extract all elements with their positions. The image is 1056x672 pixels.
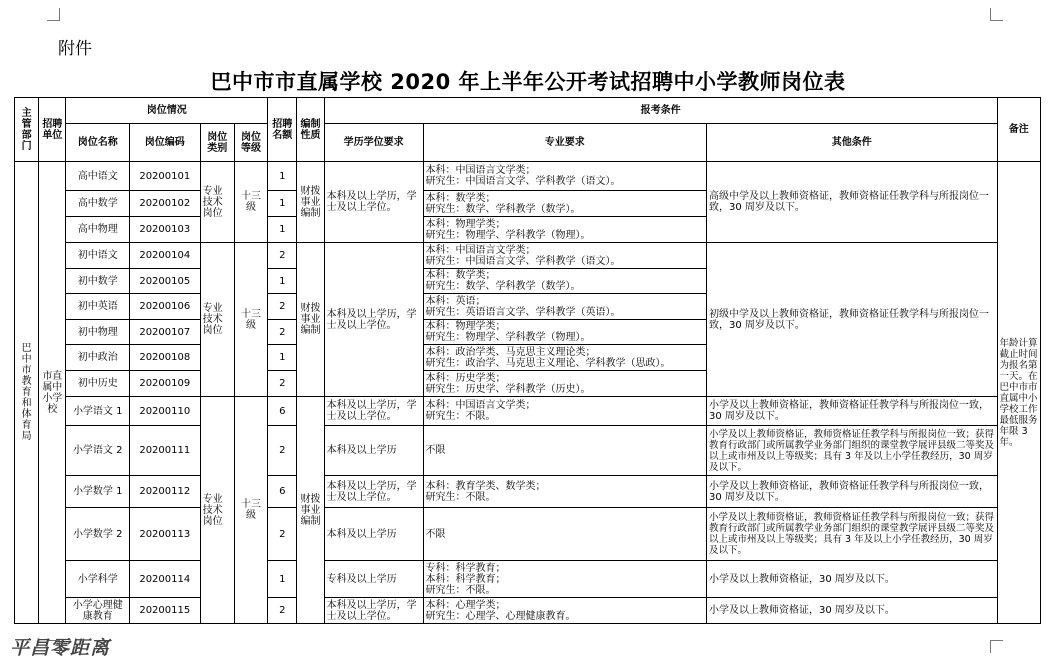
major-requirement: 本科：中国语言文学类； 研究生：中国语言文学、学科教学（语文）。 <box>423 243 706 269</box>
major-requirement: 专科：科学教育； 本科：科学教育； 研究生：不限。 <box>423 561 706 598</box>
edu-requirement: 本科及以上学历，学士及以上学位。 <box>324 162 423 243</box>
post-code: 20200107 <box>129 320 200 345</box>
post-code: 20200103 <box>129 217 200 243</box>
post-name: 小学数学 2 <box>66 508 130 561</box>
other-conditions: 小学及以上教师资格证，教师资格证任教学科与所报岗位一致，30 周岁及以下。 <box>707 476 998 508</box>
table-row <box>15 598 1041 624</box>
post-count: 1 <box>268 191 297 217</box>
post-name: 高中语文 <box>66 162 130 191</box>
remark-text: 年龄计算截止时间为报名第一天。在巴中市市直属中小学校工作最低服务年限 3 年。 <box>997 162 1040 624</box>
post-name: 高中数学 <box>66 191 130 217</box>
post-name: 高中物理 <box>66 217 130 243</box>
major-requirement: 本科：物理学类； 研究生：物理学、学科教学（物理）。 <box>423 217 706 243</box>
post-level: 十三级 <box>234 162 267 243</box>
edu-requirement: 本科及以上学历 <box>324 426 423 476</box>
header-unit: 招聘单位 <box>39 98 66 162</box>
header-post-code: 岗位编码 <box>129 124 200 162</box>
edu-requirement: 本科及以上学历，学士及以上学位。 <box>324 397 423 426</box>
major-requirement: 本科：政治学类、马克思主义理论类； 研究生：政治学、马克思主义理论、学科教学（思政）。 <box>423 345 706 371</box>
major-requirement: 本科：历史学类； 研究生：历史学、学科教学（历史）。 <box>423 371 706 397</box>
major-requirement: 本科：物理学类； 研究生：物理学、学科教学（物理）。 <box>423 320 706 345</box>
post-count: 2 <box>268 598 297 624</box>
recruitment-table <box>14 97 1041 624</box>
header-row-2 <box>15 124 1041 162</box>
major-requirement: 本科：中国语言文学类； 研究生：中国语言文学、学科教学（语文）。 <box>423 162 706 191</box>
post-name: 小学科学 <box>66 561 130 598</box>
other-conditions: 高级中学及以上教师资格证，教师资格证任教学科与所报岗位一致，30 周岁及以下。 <box>707 162 998 243</box>
post-name: 小学语文 2 <box>66 426 130 476</box>
post-count: 2 <box>268 320 297 345</box>
post-code: 20200105 <box>129 269 200 294</box>
post-type: 专业技术岗位 <box>200 243 234 397</box>
post-count: 1 <box>268 345 297 371</box>
post-level: 十三级 <box>234 397 267 624</box>
major-requirement: 不限 <box>423 426 706 476</box>
header-post-type: 岗位类别 <box>200 124 234 162</box>
post-code: 20200102 <box>129 191 200 217</box>
post-count: 6 <box>268 397 297 426</box>
header-remark: 备注 <box>997 98 1040 162</box>
post-count: 6 <box>268 476 297 508</box>
edu-requirement: 本科及以上学历，学士及以上学位。 <box>324 476 423 508</box>
post-count: 1 <box>268 269 297 294</box>
header-conditions: 报考条件 <box>324 98 997 124</box>
major-requirement: 本科：英语； 研究生：英语语言文学、学科教学（英语）。 <box>423 294 706 320</box>
post-count: 2 <box>268 243 297 269</box>
table-row <box>15 162 1041 191</box>
header-major: 专业要求 <box>423 124 706 162</box>
post-count: 2 <box>268 294 297 320</box>
post-count: 1 <box>268 561 297 598</box>
other-conditions: 小学及以上教师资格证，30 周岁及以下。 <box>707 561 998 598</box>
post-count: 2 <box>268 426 297 476</box>
edu-requirement: 本科及以上学历，学士及以上学位。 <box>324 598 423 624</box>
table-row <box>15 426 1041 476</box>
post-count: 2 <box>268 371 297 397</box>
header-post-info: 岗位情况 <box>66 98 268 124</box>
post-level: 十三级 <box>234 243 267 397</box>
other-conditions: 小学及以上教师资格证，教师资格证任教学科与所报岗位一致；获得教育行政部门或所属教学业务部门组织的课堂教学展评县级二等奖及以上或市州及以上等级奖；具有 3 年及以上小学任教经历，30 周岁及以下。 <box>707 426 998 476</box>
header-count: 招聘名额 <box>268 98 297 162</box>
major-requirement: 本科：中国语言文学类； 研究生：不限。 <box>423 397 706 426</box>
post-count: 1 <box>268 217 297 243</box>
other-conditions: 小学及以上教师资格证，30 周岁及以下。 <box>707 598 998 624</box>
edu-requirement: 本科及以上学历，学士及以上学位。 <box>324 243 423 397</box>
post-code: 20200106 <box>129 294 200 320</box>
major-requirement: 不限 <box>423 508 706 561</box>
header-post-name: 岗位名称 <box>66 124 130 162</box>
table-row <box>15 476 1041 508</box>
post-nature: 财拨事业编制 <box>297 397 324 624</box>
table-row <box>15 243 1041 269</box>
post-name: 初中语文 <box>66 243 130 269</box>
major-requirement: 本科：心理学类； 研究生：心理学、心理健康教育。 <box>423 598 706 624</box>
post-code: 20200109 <box>129 371 200 397</box>
post-code: 20200110 <box>129 397 200 426</box>
header-post-level: 岗位等级 <box>234 124 267 162</box>
post-name: 小学数学 1 <box>66 476 130 508</box>
document-title: 巴中市市直属学校 2020 年上半年公开考试招聘中小学教师岗位表 <box>210 70 846 94</box>
unit-name: 市直属中小学校 <box>39 162 66 624</box>
edu-requirement: 本科及以上学历 <box>324 508 423 561</box>
other-conditions: 小学及以上教师资格证，教师资格证任教学科与所报岗位一致；获得教育行政部门或所属教学业务部门组织的课堂教学展评县级二等奖及以上或市州及以上等级奖；具有 3 年及以上小学任教经历，30 周岁及以下。 <box>707 508 998 561</box>
post-code: 20200113 <box>129 508 200 561</box>
other-conditions: 小学及以上教师资格证，教师资格证任教学科与所报岗位一致，30 周岁及以下。 <box>707 397 998 426</box>
post-count: 2 <box>268 508 297 561</box>
table-row <box>15 508 1041 561</box>
post-name: 小学语文 1 <box>66 397 130 426</box>
post-code: 20200101 <box>129 162 200 191</box>
post-count: 1 <box>268 162 297 191</box>
dept-name: 巴中市教育和体育局 <box>15 162 39 624</box>
major-requirement: 本科：数学类； 研究生：数学、学科教学（数学）。 <box>423 269 706 294</box>
edu-requirement: 专科及以上学历 <box>324 561 423 598</box>
post-name: 初中英语 <box>66 294 130 320</box>
watermark-text: 平昌零距离 <box>10 637 111 659</box>
post-code: 20200108 <box>129 345 200 371</box>
post-code: 20200115 <box>129 598 200 624</box>
post-code: 20200112 <box>129 476 200 508</box>
major-requirement: 本科：教育学类、数学类； 研究生：不限。 <box>423 476 706 508</box>
post-type: 专业技术岗位 <box>200 397 234 624</box>
post-code: 20200104 <box>129 243 200 269</box>
crop-mark-top-left <box>47 8 60 21</box>
post-nature: 财拨事业编制 <box>297 162 324 243</box>
post-name: 初中数学 <box>66 269 130 294</box>
post-code: 20200111 <box>129 426 200 476</box>
post-name: 初中政治 <box>66 345 130 371</box>
attachment-label: 附件 <box>58 39 92 59</box>
table-row <box>15 397 1041 426</box>
post-name: 初中物理 <box>66 320 130 345</box>
header-other: 其他条件 <box>707 124 998 162</box>
post-nature: 财拨事业编制 <box>297 243 324 397</box>
post-code: 20200114 <box>129 561 200 598</box>
header-edu: 学历学位要求 <box>324 124 423 162</box>
header-nature: 编制性质 <box>297 98 324 162</box>
crop-mark-top-right <box>990 8 1003 21</box>
other-conditions: 初级中学及以上教师资格证，教师资格证任教学科与所报岗位一致，30 周岁及以下。 <box>707 243 998 397</box>
post-name: 初中历史 <box>66 371 130 397</box>
header-row-1 <box>15 98 1041 124</box>
table-row <box>15 561 1041 598</box>
post-name: 小学心理健康教育 <box>66 598 130 624</box>
post-type: 专业技术岗位 <box>200 162 234 243</box>
header-dept: 主管部门 <box>15 98 39 162</box>
crop-mark-bottom-right <box>990 640 1003 653</box>
major-requirement: 本科：数学类； 研究生：数学、学科教学（数学）。 <box>423 191 706 217</box>
